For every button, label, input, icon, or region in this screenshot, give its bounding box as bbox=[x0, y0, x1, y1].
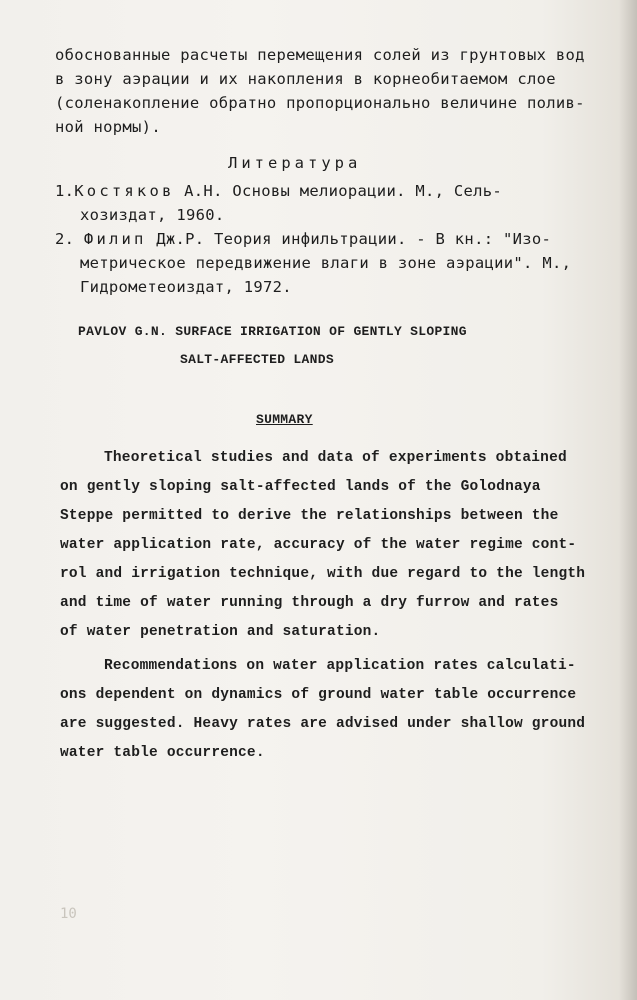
abstract-p2-line-3: are suggested. Heavy rates are advised under shallow ground bbox=[60, 716, 586, 732]
abstract-p1-line-6: and time of water running through a dry furrow and rates bbox=[60, 595, 559, 611]
abstract-p2-line-2: ons dependent on dynamics of ground water table occurrence bbox=[60, 687, 577, 703]
continuation-line-3: (соленакопление обратно пропорционально величине полив- bbox=[55, 94, 585, 112]
continuation-line-4: ной нормы). bbox=[55, 118, 161, 136]
abstract-title-line-1: PAVLOV G.N. SURFACE IRRIGATION OF GENTLY SLOPING bbox=[78, 324, 467, 339]
abstract-p2-line-4: water table occurrence. bbox=[60, 745, 265, 761]
reference-1-author: Костяков bbox=[74, 182, 175, 200]
reference-1-line-2: хозиздат, 1960. bbox=[80, 206, 225, 224]
abstract-p1-line-2: on gently sloping salt-affected lands of the Golodnaya bbox=[60, 479, 541, 495]
reference-2-line-3: Гидрометеоиздат, 1972. bbox=[80, 278, 292, 296]
abstract-p1-line-5: rol and irrigation technique, with due regard to the length bbox=[60, 566, 586, 582]
abstract-p1-line-3: Steppe permitted to derive the relationships between the bbox=[60, 508, 559, 524]
continuation-line-2: в зону аэрации и их накопления в корнеобитаемом слое bbox=[55, 70, 556, 88]
reference-1-number: 1. bbox=[55, 182, 75, 200]
reference-2-text: Дж.Р. Теория инфильтрации. - В кн.: "Изо- bbox=[156, 230, 552, 248]
reference-2-author: Филип bbox=[83, 230, 147, 248]
abstract-p2-line-1: Recommendations on water application rates calculati- bbox=[104, 658, 576, 674]
page-number: 10 bbox=[60, 906, 77, 922]
continuation-line-1: обоснованные расчеты перемещения солей из грунтовых вод bbox=[55, 46, 585, 64]
reference-1-text: А.Н. Основы мелиорации. М., Сель- bbox=[184, 182, 503, 200]
abstract-p1-line-7: of water penetration and saturation. bbox=[60, 624, 381, 640]
reference-1-line-1 bbox=[55, 181, 502, 201]
abstract-p1-line-4: water application rate, accuracy of the water regime cont- bbox=[60, 537, 577, 553]
reference-2-line-1 bbox=[55, 229, 551, 249]
reference-2-line-2: метрическое передвижение влаги в зоне аэрации". М., bbox=[80, 254, 572, 272]
abstract-p1-line-1: Theoretical studies and data of experiments obtained bbox=[104, 450, 567, 466]
reference-2-number: 2. bbox=[55, 230, 75, 248]
abstract-title-line-2: SALT-AFFECTED LANDS bbox=[180, 352, 334, 367]
summary-heading: SUMMARY bbox=[256, 412, 313, 427]
references-heading: Литература bbox=[228, 154, 362, 172]
